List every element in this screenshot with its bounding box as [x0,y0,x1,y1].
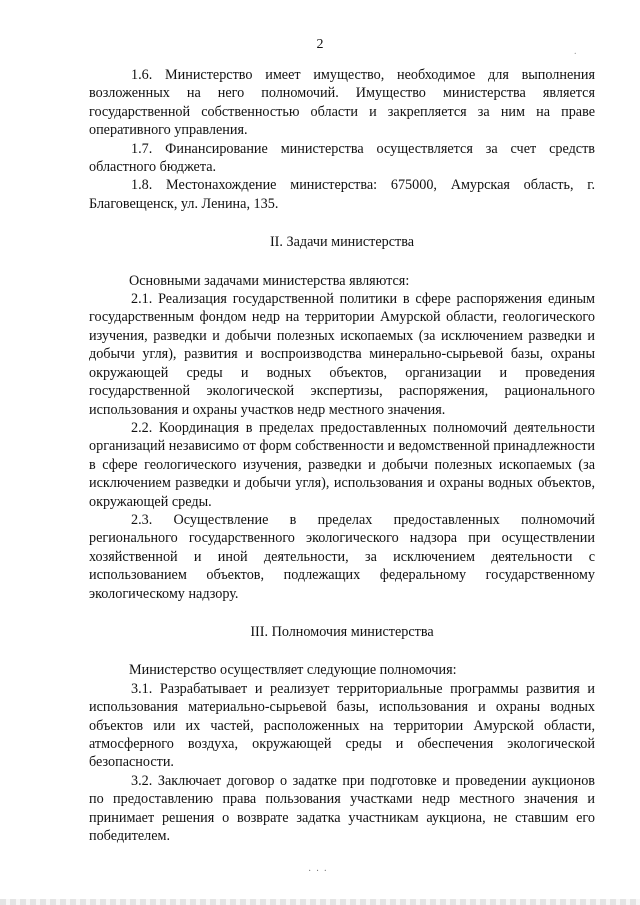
scan-mark: . [574,46,577,57]
section-2-lead: Основными задачами министерства являются: [129,272,410,289]
paragraph-1-6: 1.6. Министерство имеет имущество, необходимое для выполнения возложенных на него полномочий. Имущество министерства является государственной собственностью области и закрепляется за ним на праве оперативного управления. [89,67,595,139]
paragraph-3-1: 3.1. Разрабатывает и реализует территориальные программы развития и использования материально-сырьевой базы, использования и охраны водных объектов или их частей, расположенных на территории Амурской области, атмосферного воздуха, окружающей среды и обеспечения экологической безопасности. [89,680,595,771]
paragraph-1-7: 1.7. Финансирование министерства осуществляется за счет средств областного бюджета. [89,140,595,176]
section-3-lead: Министерство осуществляет следующие полномочия: [129,662,457,679]
paragraph-1-8: 1.8. Местонахождение министерства: 675000, Амурская область, г. Благовещенск, ул. Ленина, 135. [89,177,595,212]
page-number: 2 [316,37,324,52]
section-3-heading: III. Полномочия министерства [250,623,434,640]
paragraph-2-1: 2.1. Реализация государственной политики в сфере распоряжения единым государственным фондом недр на территории Амурской области, геологического изучения, разведки и добычи полезных ископаемых (за исключением разведки и добычи угля), развития и воспроизводства минерально-сырьевой базы, охраны окружающей среды и водных объектов, организации и проведения государственной экологической экспертизы, распоряжения, рационального использования и охраны участков недр местного значения. [89,291,595,418]
document-body [89,66,595,845]
paragraph-3-2: 3.2. Заключает договор о задатке при подготовке и проведении аукционов по предоставлению права пользования участками недр местного значения и принимает решения о возврате задатка участникам аукциона, не ставшим его победителем. [89,772,595,845]
section-2-heading: II. Задачи министерства [269,234,415,251]
scan-edge-strip [0,899,640,905]
scan-artifact: · · · [308,866,328,877]
paragraph-2-3: 2.3. Осуществление в пределах предоставленных полномочий регионального государственного экологического надзора при осуществлении хозяйственной и иной деятельности, за исключением деятельности с использованием объектов, подлежащих федеральному государственному экологическому надзору. [89,511,595,602]
paragraph-2-2: 2.2. Координация в пределах предоставленных полномочий деятельности организаций независимо от форм собственности и ведомственной принадлежности в сфере геологического изучения, разведки и добычи полезных ископаемых (за исключением разведки и добычи угля), использования и охраны водных объектов, окружающей среды. [89,419,595,510]
